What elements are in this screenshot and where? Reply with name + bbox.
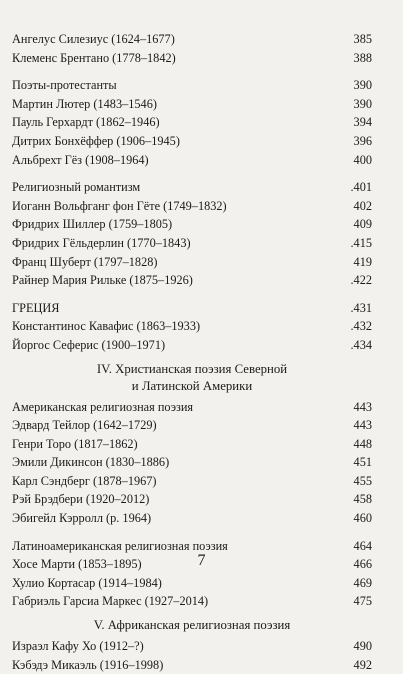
part-title-line: V. Африканская религиозная поэзия [93,618,291,633]
entry-title: Пауль Герхардт (1862–1946) [12,115,160,130]
entry-title: Фридрих Гёльдерлин (1770–1843) [12,235,191,250]
toc-entry [12,234,372,253]
entry-page: 394 [353,115,372,130]
entry-title: Иоганн Вольфганг фон Гёте (1749–1832) [12,198,227,213]
entry-page: .422 [350,273,372,288]
toc-entry [12,215,372,234]
toc-group [12,299,372,355]
entry-page: 409 [353,217,372,232]
entry-title: Эмили Дикинсон (1830–1886) [12,455,170,470]
entry-title: Генри Торо (1817–1862) [12,436,138,451]
toc-entry [12,336,372,355]
entry-page: .415 [350,235,372,250]
toc-entry [12,49,372,68]
entry-page: 466 [353,557,372,572]
toc-section-heading [12,299,372,318]
entry-page: .432 [350,319,372,334]
entry-title: Хосе Марти (1853–1895) [12,557,142,572]
entry-title: Израэл Кафу Хо (1912–?) [12,639,144,654]
toc-entry [12,435,372,454]
entry-title: Райнер Мария Рильке (1875–1926) [12,273,193,288]
toc-entry [12,197,372,216]
table-of-contents [12,30,372,674]
toc-group [12,76,372,169]
part-title-line: и Латинской Америки [131,378,253,393]
toc-entry [12,113,372,132]
toc-entry [12,95,372,114]
entry-title: ГРЕЦИЯ [12,300,60,315]
entry-title: Фридрих Шиллер (1759–1805) [12,217,173,232]
toc-entry [12,151,372,170]
toc-entry [12,656,372,674]
toc-entry [12,509,372,528]
entry-page: 402 [353,198,372,213]
entry-title: Латиноамериканская религиозная поэзия [12,538,228,553]
entry-title: Клеменс Брентано (1778–1842) [12,50,176,65]
entry-title: Франц Шуберт (1797–1828) [12,254,158,269]
entry-title: Эдвард Тейлор (1642–1729) [12,418,157,433]
part-heading [12,361,372,395]
entry-title: Кэбэдэ Микаэль (1916–1998) [12,657,164,672]
entry-page: 451 [353,455,372,470]
entry-page: .401 [350,180,372,195]
entry-title: Дитрих Бонхёффер (1906–1945) [12,133,180,148]
toc-entry [12,30,372,49]
entry-page: 390 [353,78,372,93]
toc-group [12,537,372,611]
entry-page: .431 [350,300,372,315]
entry-title: Альбрехт Гёз (1908–1964) [12,152,149,167]
entry-title: Карл Сэндберг (1878–1967) [12,473,157,488]
toc-section-heading [12,398,372,417]
toc-entry [12,637,372,656]
entry-page: 492 [353,657,372,672]
entry-page: 469 [353,575,372,590]
entry-page: 460 [353,511,372,526]
entry-page: 458 [353,492,372,507]
part-heading [12,617,372,634]
entry-page: 390 [353,96,372,111]
entry-title: Ангелус Силезиус (1624–1677) [12,32,175,46]
entry-page: 490 [353,639,372,654]
entry-title: Поэты-протестанты [12,78,117,93]
entry-title: Рэй Брэдбери (1920–2012) [12,492,150,507]
toc-group [12,30,372,67]
entry-title: Йоргос Сеферис (1900–1971) [12,337,166,352]
toc-entry [12,253,372,272]
toc-entry [12,132,372,151]
entry-title: Религиозный романтизм [12,180,141,195]
toc-entry [12,271,372,290]
toc-entry [12,592,372,611]
toc-entry [12,453,372,472]
toc-entry [12,416,372,435]
entry-page: 443 [353,399,372,414]
entry-page: .434 [350,337,372,352]
entry-page: 400 [353,152,372,167]
entry-page: 464 [353,538,372,553]
toc-entry [12,490,372,509]
entry-page: 396 [353,133,372,148]
entry-title: Габриэль Гарсиа Маркес (1927–2014) [12,594,209,609]
toc-group [12,178,372,290]
entry-page: 419 [353,254,372,269]
entry-page: 448 [353,436,372,451]
entry-title: Эбигейл Кэрролл (р. 1964) [12,511,152,526]
toc-entry [12,472,372,491]
entry-page: 388 [353,50,372,65]
entry-page: 475 [353,594,372,609]
entry-title: Мартин Лютер (1483–1546) [12,96,157,111]
toc-group [12,637,372,674]
toc-group [12,398,372,528]
part-title-line: IV. Христианская поэзия Северной [96,361,288,376]
page-number: 7 [197,552,206,569]
entry-title: Хулио Кортасар (1914–1984) [12,575,162,590]
entry-page: 385 [353,32,372,46]
toc-section-heading [12,76,372,95]
toc-section-heading [12,178,372,197]
entry-page: 455 [353,473,372,488]
toc-entry [12,317,372,336]
entry-title: Константинос Кавафис (1863–1933) [12,319,201,334]
entry-title: Американская религиозная поэзия [12,399,194,414]
entry-page: 443 [353,418,372,433]
